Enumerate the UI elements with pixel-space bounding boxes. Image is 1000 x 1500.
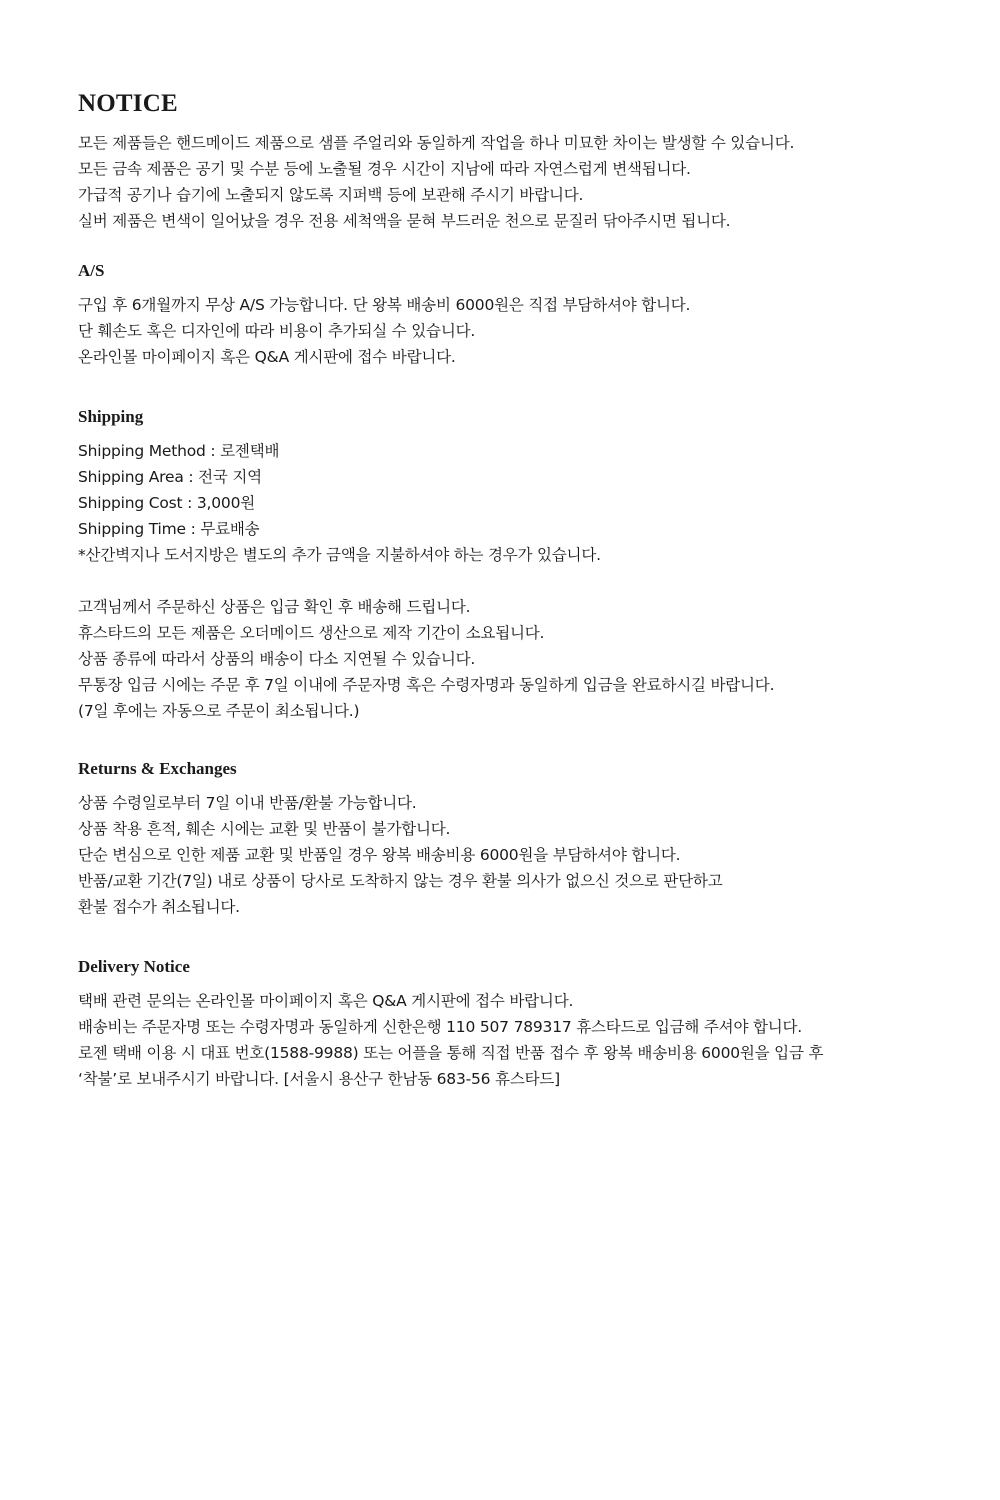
returns-heading: Returns & Exchanges bbox=[78, 759, 237, 778]
as-line: 온라인몰 마이페이지 혹은 Q&A 게시판에 접수 바랍니다. bbox=[78, 348, 456, 366]
order-line: 상품 종류에 따라서 상품의 배송이 다소 지연될 수 있습니다. bbox=[78, 650, 476, 668]
as-body bbox=[78, 292, 983, 370]
shipping-method: Shipping Method : 로젠택배 bbox=[78, 442, 280, 460]
delivery-body bbox=[78, 988, 983, 1092]
returns-line: 단순 변심으로 인한 제품 교환 및 반품일 경우 왕복 배송비용 6000원을 부담하셔야 합니다. bbox=[78, 846, 681, 864]
notice-heading: NOTICE bbox=[78, 90, 178, 117]
notice-page bbox=[78, 88, 983, 1092]
shipping-body bbox=[78, 438, 983, 568]
notice-line: 실버 제품은 변색이 일어났을 경우 전용 세척액을 묻혀 부드러운 천으로 문질러 닦아주시면 됩니다. bbox=[78, 212, 731, 230]
as-line: 구입 후 6개월까지 무상 A/S 가능합니다. 단 왕복 배송비 6000원은 직접 부담하셔야 합니다. bbox=[78, 296, 691, 314]
order-line: 고객님께서 주문하신 상품은 입금 확인 후 배송해 드립니다. bbox=[78, 598, 471, 616]
as-heading: A/S bbox=[78, 261, 105, 280]
shipping-time: Shipping Time : 무료배송 bbox=[78, 520, 260, 538]
notice-line: 모든 금속 제품은 공기 및 수분 등에 노출될 경우 시간이 지남에 따라 자연스럽게 변색됩니다. bbox=[78, 160, 691, 178]
notice-line: 모든 제품들은 핸드메이드 제품으로 샘플 주얼리와 동일하게 작업을 하나 미묘한 차이는 발생할 수 있습니다. bbox=[78, 134, 795, 152]
delivery-line: ‘착불’로 보내주시기 바랍니다. [서울시 용산구 한남동 683-56 휴스타드] bbox=[78, 1070, 560, 1088]
delivery-line: 택배 관련 문의는 온라인몰 마이페이지 혹은 Q&A 게시판에 접수 바랍니다. bbox=[78, 992, 574, 1010]
notice-body bbox=[78, 130, 983, 234]
shipping-area: Shipping Area : 전국 지역 bbox=[78, 468, 262, 486]
shipping-cost: Shipping Cost : 3,000원 bbox=[78, 494, 256, 512]
as-line: 단 훼손도 혹은 디자인에 따라 비용이 추가되실 수 있습니다. bbox=[78, 322, 476, 340]
returns-line: 상품 착용 흔적, 훼손 시에는 교환 및 반품이 불가합니다. bbox=[78, 820, 451, 838]
returns-line: 환불 접수가 취소됩니다. bbox=[78, 898, 240, 916]
returns-line: 상품 수령일로부터 7일 이내 반품/환불 가능합니다. bbox=[78, 794, 417, 812]
delivery-heading: Delivery Notice bbox=[78, 957, 190, 976]
order-line: (7일 후에는 자동으로 주문이 최소됩니다.) bbox=[78, 702, 360, 720]
delivery-line: 배송비는 주문자명 또는 수령자명과 동일하게 신한은행 110 507 789317 휴스타드로 입금해 주셔야 합니다. bbox=[78, 1018, 802, 1036]
order-line: 휴스타드의 모든 제품은 오더메이드 생산으로 제작 기간이 소요됩니다. bbox=[78, 624, 545, 642]
notice-line: 가급적 공기나 습기에 노출되지 않도록 지퍼백 등에 보관해 주시기 바랍니다. bbox=[78, 186, 584, 204]
shipping-heading: Shipping bbox=[78, 407, 144, 426]
order-line: 무통장 입금 시에는 주문 후 7일 이내에 주문자명 혹은 수령자명과 동일하게 입금을 완료하시길 바랍니다. bbox=[78, 676, 775, 694]
returns-body bbox=[78, 790, 983, 920]
order-body bbox=[78, 594, 983, 724]
returns-line: 반품/교환 기간(7일) 내로 상품이 당사로 도착하지 않는 경우 환불 의사가 없으신 것으로 판단하고 bbox=[78, 872, 723, 890]
shipping-remote-note: *산간벽지나 도서지방은 별도의 추가 금액을 지불하셔야 하는 경우가 있습니다. bbox=[78, 546, 601, 564]
delivery-line: 로젠 택배 이용 시 대표 번호(1588-9988) 또는 어플을 통해 직접 반품 접수 후 왕복 배송비용 6000원을 입금 후 bbox=[78, 1044, 824, 1062]
